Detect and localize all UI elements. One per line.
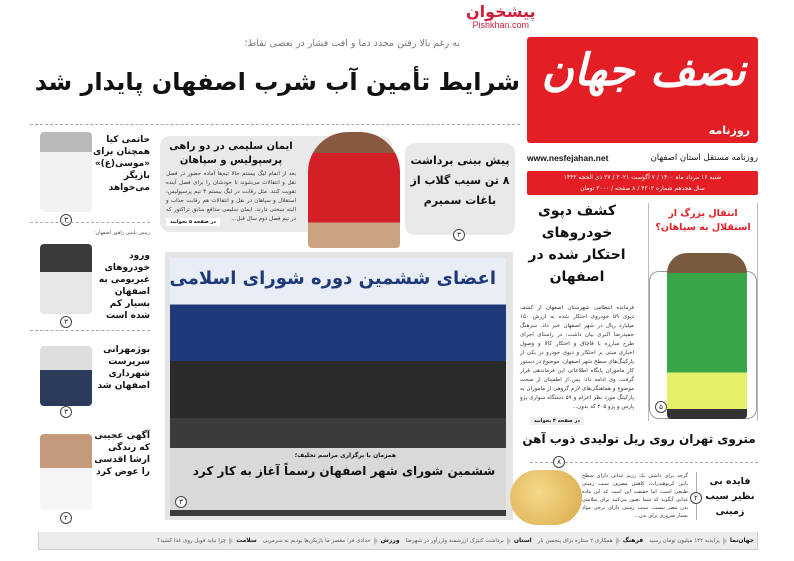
lead-headline[interactable]: شرایط تأمین آب شرب اصفهان پایدار شد bbox=[34, 68, 520, 96]
sidebar-story[interactable] bbox=[30, 340, 150, 418]
ticker-section[interactable]: فرهنگ bbox=[622, 537, 644, 544]
page-badge: ۲ bbox=[60, 512, 72, 524]
watermark-en: Pishkhan.com bbox=[472, 20, 530, 30]
ticker-section[interactable]: استان bbox=[513, 537, 532, 544]
potato-photo bbox=[510, 470, 582, 525]
person-photo bbox=[40, 346, 92, 406]
goalkeeper-photo bbox=[667, 253, 747, 419]
story-body: بعد از اتمام لیگ بیستم حالا تیم‌ها آماده حضور در فصل نقل و انتقالات می‌شوند تا خودشان را برای فصل آینده تقویت کنند. مثل رقابت در لیگ بیستم ۳ تیم پرسپولیس، استقلال و سپاهان در نقل و انتقالات هم رقابت جذاب و البته سختی دارند. ایمان سلیمی مدافع سابق تراکتور که در نیم فصل دوم سال قبل... bbox=[166, 171, 296, 222]
page-badge: ۳ bbox=[453, 229, 465, 241]
tagline: روزنامه مستقل استان اصفهان bbox=[650, 153, 758, 163]
page-badge: ۳ bbox=[60, 214, 72, 226]
divider bbox=[30, 222, 150, 223]
arrow-icon bbox=[507, 537, 511, 545]
website-url[interactable]: www.nesfejahan.net bbox=[527, 153, 609, 163]
story-title: پیش بینی برداشت ۸ تن سیب گلاب از باغات سمیرم bbox=[410, 154, 510, 207]
logo-subtitle: روزنامه bbox=[708, 124, 750, 137]
page-badge: ۵ bbox=[655, 401, 667, 413]
page-badge: ۳ bbox=[60, 316, 72, 328]
ticker-section[interactable]: جهان‌نما bbox=[729, 537, 754, 544]
page-badge: ۳ bbox=[175, 496, 187, 508]
person-photo bbox=[40, 434, 92, 510]
potato-body: گرچه برای داشتن یک رژیم غذایی دارای سطح پایین کربوهیدرات، کاهش مصرف سیب زمینی طبیعی است، اما حقیقت این است که این ماده غذایی آنگونه که شما تصور می‌کنید برای سلامتی بدن مضر نیست. سیب زمینی دارای برخی مواد بسیار ضروری برای بدن... bbox=[582, 473, 688, 519]
story-title: حاتمی کیا همچنان برای «موسی(ع)» بازیگر می‌خواهد bbox=[93, 135, 150, 193]
read-more-link[interactable]: در صفحه ۴ بخوانید bbox=[530, 417, 584, 425]
ticker-section[interactable]: ورزش bbox=[380, 537, 400, 544]
arrow-icon bbox=[616, 537, 620, 545]
masthead-info-row bbox=[527, 153, 758, 163]
read-more-link[interactable]: در صفحه ۵ بخوانید bbox=[166, 218, 220, 226]
metro-headline[interactable]: متروی تهران روی ریل تولیدی ذوب آهن bbox=[522, 432, 756, 446]
page-badge: ۲ bbox=[690, 492, 702, 504]
ticker-item[interactable]: حدادی فر: مقصر ما بازیکن‌ها بودیم نه سرمربی bbox=[262, 537, 371, 544]
logo-text: نصف جهان bbox=[541, 45, 746, 96]
issue-line: سال هجدهم شماره ۴۲۰۲ / ۸ صفحه / ۲۰۰۰ تومان bbox=[580, 185, 705, 192]
ticker-item[interactable]: چرا نباید فویل روی غذا کشید؟ bbox=[157, 537, 227, 544]
news-ticker bbox=[38, 532, 758, 550]
apple-harvest-story[interactable] bbox=[405, 143, 515, 235]
story-title: آگهی عجیبی که زندگی ارشا اقدسی را عوض کرد bbox=[94, 431, 150, 477]
date-bar bbox=[527, 171, 758, 195]
person-photo bbox=[40, 244, 92, 314]
transfer-title: انتقال بزرگ از استقلال به سپاهان؟ bbox=[655, 208, 751, 233]
pishkhan-watermark bbox=[466, 3, 536, 31]
ticker-item[interactable]: همکاری ۲ ستاره برای پنجمین بار bbox=[537, 537, 613, 544]
lead-kicker: به رغم بالا رفتن مجدد دما و افت فشار در بعضی نقاط؛ bbox=[244, 38, 460, 49]
arrow-icon bbox=[229, 537, 233, 545]
arrow-icon bbox=[374, 537, 378, 545]
story-title: بوژمهرانی سرپرست شهرداری اصفهان شد bbox=[97, 345, 150, 391]
sidebar-story[interactable] bbox=[30, 230, 150, 326]
ticker-item[interactable]: برداشت کنیزک ارزشمند وارزآور در شهرضا bbox=[405, 537, 504, 544]
divider bbox=[30, 124, 520, 125]
potato-headline[interactable]: فایده بی نظیر سیب زمینی bbox=[705, 476, 755, 517]
transfer-story[interactable] bbox=[648, 203, 758, 421]
main-caption[interactable]: ششمین شورای شهر اصفهان رسماً آغاز به کار کرد bbox=[192, 464, 496, 478]
depot-body: فرمانده انتظامی شهرستان اصفهان از کشف دپوی ۵۹ خودروی احتکار شده به ارزش ۱۵۰ میلیارد ریال در شهر اصفهان خبر داد. سرهنگ حمیدرضا اکبری بیان داشت: در راستای اجرای طرح مبارزه با قاچاق و احتکار کالا و وصول اخباری مبنی بر احتکار و دپوی خودرو در یکی از پارکینگ‌های سطح شهر اصفهان، موضوع در دستور کار ماموران پایگاه اطلاعاتی این فرماندهی قرار گرفت. وی ادامه داد: پس از اطمینان از صحت موضوع و هماهنگی‌های لازم گروهی از ماموران به پارکینگ مورد نظر اعزام و ۵۹ دستگاه سواری پژو پارس و پژو ۴۰۵ که بدون... bbox=[520, 305, 634, 410]
page-badge: ۸ bbox=[553, 456, 565, 468]
arrow-icon bbox=[723, 537, 727, 545]
story-kicker: رییس پلیس راهور اصفهان: bbox=[93, 230, 150, 236]
player-photo bbox=[308, 132, 400, 248]
caption-kicker: همزمان با برگزاری مراسم تحلیف؛ bbox=[294, 452, 396, 459]
ticker-item[interactable]: پرایدبه ۱۴۲ میلیون تومان رسید bbox=[649, 537, 720, 544]
council-photo bbox=[170, 258, 506, 516]
banner-text: اعضای ششمین دوره شورای اسلامی bbox=[169, 268, 496, 289]
sidebar-story[interactable] bbox=[30, 128, 150, 223]
sidebar-story[interactable] bbox=[30, 430, 150, 520]
divider bbox=[30, 330, 150, 331]
date-line: شنبه ۱۶ مرداد ماه ۱۴۰۰ / ۷ آگوست ۲۰۲۱ / ۲۷ ذی الحجه ۱۴۴۲ bbox=[563, 174, 722, 181]
story-title: ایمان سلیمی در دو راهی پرسپولیس و سپاهان bbox=[169, 141, 293, 166]
story-title: ورود خودروهای غیربومی به اصفهان بسیار کم شده است bbox=[98, 251, 150, 321]
ticker-section[interactable]: سلامت bbox=[236, 537, 257, 544]
masthead-logo bbox=[527, 37, 758, 143]
person-photo bbox=[40, 132, 92, 212]
depot-headline[interactable]: کشف دپوی خودروهای احتکار شده در اصفهان bbox=[528, 203, 626, 285]
watermark-fa: پیشخوان bbox=[466, 2, 536, 21]
page-badge: ۳ bbox=[60, 406, 72, 418]
